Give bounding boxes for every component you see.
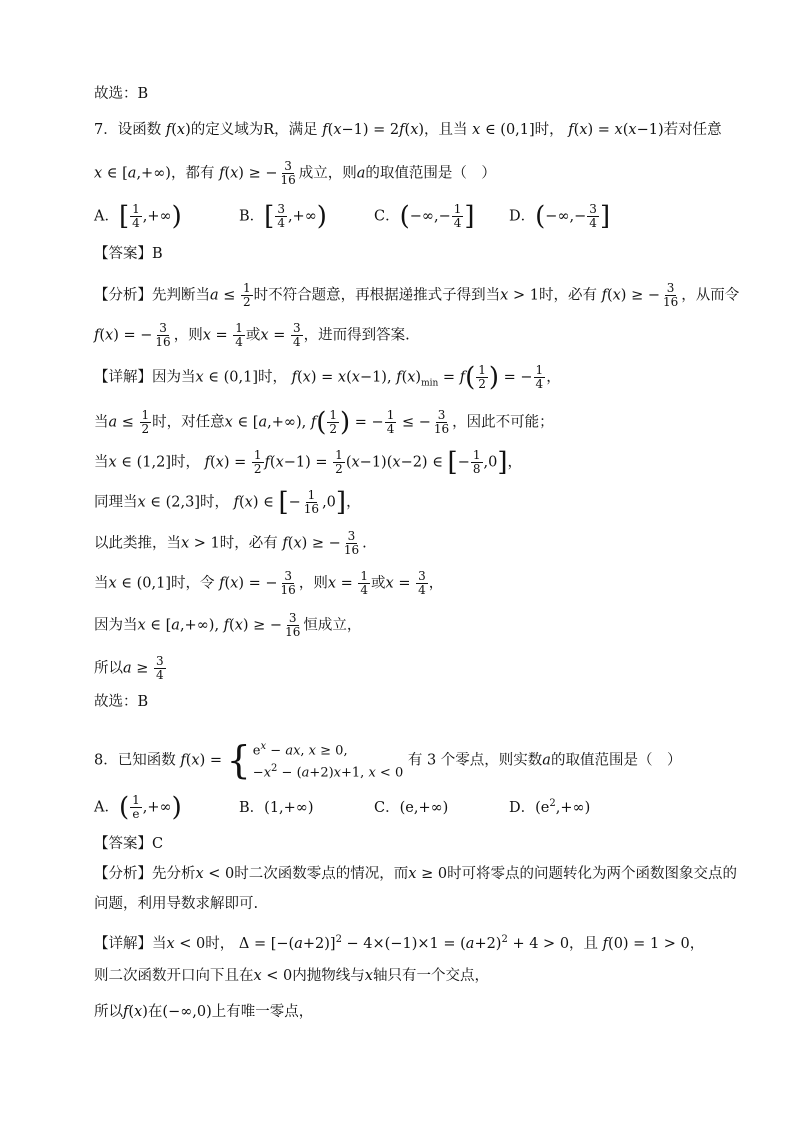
q7-detail-line3: 当x ∈ (1,2]时， f(x) = $\frac{1}{2}$ f(x−1) = $\frac{1}{2}$ (x−1)(x−2) ∈ [− $\frac{1}{8}$ ,0]， [94,447,522,478]
q8-analysis-line1: 【分析】先分析x < 0时二次函数零点的情况，而x ≥ 0时可将零点的问题转化为两个函数图象交点的 [94,866,738,882]
q8-detail-line2: 则二次函数开口向下且在x < 0内抛物线与x轴只有一个交点， [94,968,489,984]
previous-answer: 故选：B [94,86,149,102]
q7-detail-line2: 当a ≤ $\frac{1}{2}$ 时，对任意x ∈ [a,+∞), f( $\frac{1}{2}$ ) = − $\frac{1}{4}$ ≤ − $\frac{3}{16}$ ，因此不可能； [94,407,554,438]
q7-option-b[interactable]: B．[ $\frac{3}{4}$ ,+∞) [239,201,327,232]
q8-options [94,794,590,821]
q7-options [94,203,610,230]
q7-detail-line4: 同理当x ∈ (2,3]时， f(x) ∈ [− $\frac{1}{16}$ ,0]， [94,487,361,518]
q8-answer: 【答案】C [94,836,164,852]
q8-option-c[interactable]: C．(e,+∞) [374,799,449,816]
q7-detail-line6: 当x ∈ (0,1]时，令 f(x) = − $\frac{3}{16}$ ，则x = $\frac{1}{4}$ 或x = $\frac{3}{4}$ ， [94,569,444,597]
q8-analysis-line2: 问题，利用导数求解即可. [94,896,259,912]
q7-detail-line1: 【详解】因为当x ∈ (0,1]时， f(x) = x(x−1), $f(x)_{min} = f$( $\frac{1}{2}$ ) = − $\frac{1}{4}$ ， [94,362,561,393]
q7-detail-line5: 以此类推，当x > 1时，必有 f(x) ≥ − $\frac{3}{16}$ . [94,529,367,557]
q7-stem-line1: 7．设函数 f(x)的定义域为R，满足 f(x−1) = 2f(x)，且当 x ∈ (0,1]时， f(x) = x(x−1)若对任意 [94,122,722,138]
q7-analysis-line1: 【分析】先判断当a ≤ $\frac{1}{2}$ 时不符合题意，再根据递推式子得到当x > 1时，必有 f(x) ≥ − $\frac{3}{16}$ ，从而令 [94,281,740,309]
q7-option-a[interactable]: A．[ $\frac{1}{4}$ ,+∞) [94,201,182,232]
q7-stem-line2: x ∈ [a,+∞)，都有 f(x) ≥ − $\frac{3}{16}$ 成立，则a的取值范围是（ ） [94,159,496,187]
q8-option-b[interactable]: B．(1,+∞) [239,799,314,816]
q7-option-d[interactable]: D．(−∞,− $\frac{3}{4}$ ] [509,201,611,232]
q8-detail-line1: 【详解】当x < 0时， $\Delta = [-(a+2)]^2 - 4\times(-1)\times 1 = (a+2)^2 + 4 > 0$，且 f(0) = 1 > 0， [94,934,705,952]
q8-detail-line3: 所以f(x)在(−∞,0)上有唯一零点， [94,1004,314,1020]
q7-end: 故选：B [94,694,149,710]
q7-answer: 【答案】B [94,246,163,262]
q7-detail-line7: 因为当x ∈ [a,+∞), f(x) ≥ − $\frac{3}{16}$ 恒成立， [94,611,362,639]
q8-option-d[interactable]: D．$(e^2,+\infty)$ [509,798,591,816]
q7-analysis-line2: f(x) = − $\frac{3}{16}$ ，则x = $\frac{1}{4}$ 或x = $\frac{3}{4}$ ，进而得到答案. [94,321,410,349]
q7-option-c[interactable]: C．(−∞,− $\frac{1}{4}$ ] [374,201,475,232]
q7-detail-line8: 所以a ≥ $\frac{3}{4}$ [94,654,164,682]
q8-option-a[interactable]: A．( $\frac{1}{e}$ ,+∞) [94,792,182,823]
q8-stem: 8．已知函数 f(x) = { $e^x$ − ax, x ≥ 0, $-x^2 - (a+2)x+1$, x < 0 有 3 个零点，则实数a的取值范围是（ ） [94,738,682,783]
